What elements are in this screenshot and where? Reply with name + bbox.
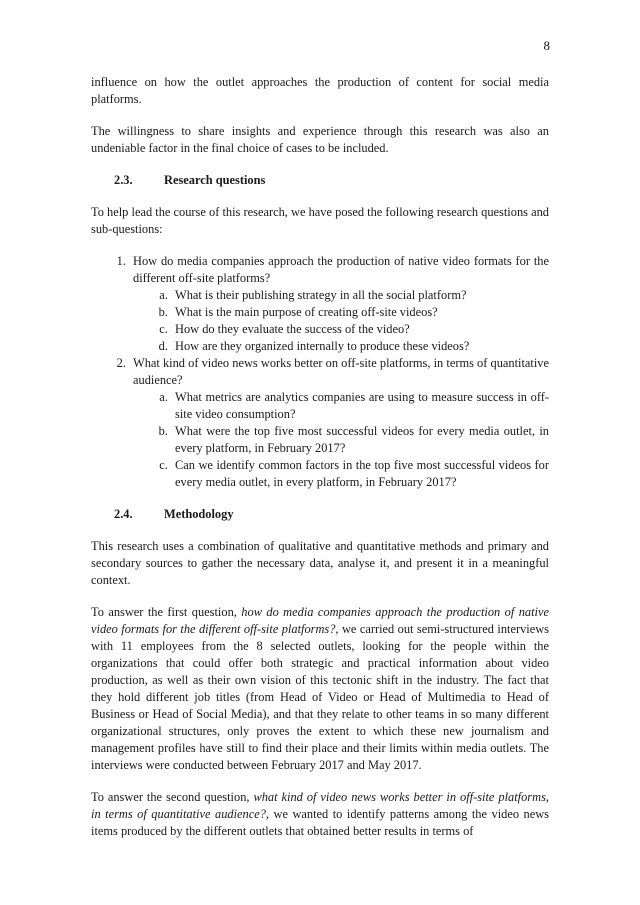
question-text: What kind of video news works better on off-site platforms, in terms of quantitative audience?: [133, 356, 549, 387]
list-item: b. What were the top five most successful videos for every media outlet, in every platform, in February 2017?: [171, 423, 549, 457]
italic-question: what kind of video news works better in off-site platforms, in terms of quantitative audience?,: [91, 790, 549, 821]
list-item: a. What is their publishing strategy in all the social platform?: [171, 287, 549, 304]
paragraph: influence on how the outlet approaches the production of content for social media platforms.: [91, 75, 549, 106]
italic-question: how do media companies approach the production of native video formats for the different off-site platforms?,: [91, 605, 549, 636]
text-run: we carried out semi-structured interviews with 11 employees from the 8 selected outlets, looking for the people within the organizations that could offer both strategic and practical information about video production, as well as their own vision of this tectonic shift in the industry. The fact that they hold different job titles (from Head of Video or Head of Multimedia to Head of Business or Head of Social Media), and that they relate to other teams in so many different organizational structures, only proves the extent to which these new journalism and management profiles have still to find their place and their limits within media outlets. The interviews were conducted between February 2017 and May 2017.: [91, 622, 549, 772]
text-run: we wanted to identify patterns among the video news items produced by the different outlets that obtained better results in terms of: [91, 807, 549, 838]
list-item: [129, 355, 549, 491]
list-item: [129, 253, 549, 355]
section-number: 2.4.: [114, 507, 133, 521]
list-item: d. How are they organized internally to produce these videos?: [171, 338, 549, 355]
paragraph: This research uses a combination of qualitative and quantitative methods and primary and secondary sources to gather the necessary data, analyse it, and present it in a meaningful context.: [91, 539, 549, 587]
sub-questions-list: [133, 389, 549, 491]
section-heading: [91, 172, 549, 189]
paragraph: [91, 604, 549, 774]
document-body: [91, 74, 549, 855]
paragraph: [91, 789, 549, 840]
section-title: Methodology: [164, 507, 234, 521]
list-item: c. How do they evaluate the success of the video?: [171, 321, 549, 338]
text-run: To answer the first question,: [91, 605, 242, 619]
section-heading: [91, 506, 549, 523]
section-title: Research questions: [164, 173, 266, 187]
paragraph: To help lead the course of this research, we have posed the following research questions and sub-questions:: [91, 205, 549, 236]
paragraph: The willingness to share insights and experience through this research was also an undeniable factor in the final choice of cases to be included.: [91, 124, 549, 155]
question-text: How do media companies approach the production of native video formats for the different off-site platforms?: [133, 254, 549, 285]
text-run: To answer the second question,: [91, 790, 254, 804]
list-item: a. What metrics are analytics companies are using to measure success in off-site video consumption?: [171, 389, 549, 423]
list-item: b. What is the main purpose of creating off-site videos?: [171, 304, 549, 321]
sub-questions-list: [133, 287, 549, 355]
list-item: c. Can we identify common factors in the top five most successful videos for every media outlet, in every platform, in February 2017?: [171, 457, 549, 491]
section-number: 2.3.: [114, 173, 133, 187]
page-number: 8: [543, 38, 550, 53]
research-questions-list: [91, 253, 549, 491]
